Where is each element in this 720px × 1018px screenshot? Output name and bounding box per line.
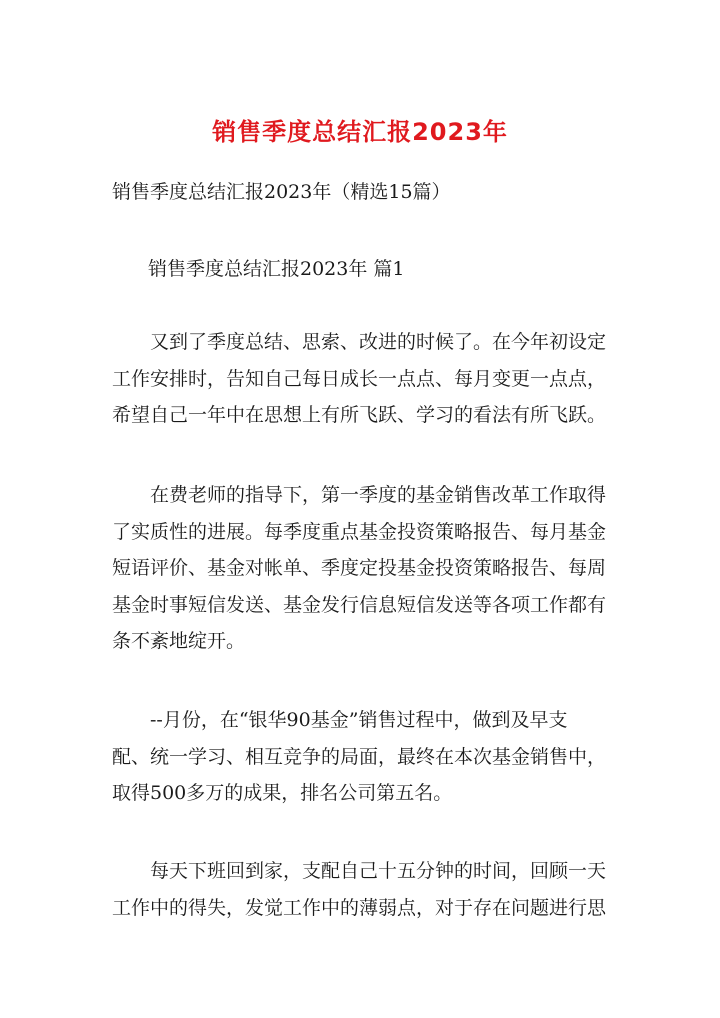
paragraph-line: 又到了季度总结、思索、改进的时候了。在今年初设定 bbox=[150, 331, 607, 353]
paragraph-3 bbox=[112, 702, 612, 812]
paragraph-line: 基金时事短信发送、基金发行信息短信发送等各项工作都有 bbox=[112, 593, 607, 616]
paragraph-line: 在费老师的指导下，第一季度的基金销售改革工作取得 bbox=[150, 484, 607, 506]
document-subtitle: 销售季度总结汇报2023年（精选15篇） bbox=[112, 181, 451, 203]
paragraph-line: 条不紊地绽开。 bbox=[112, 630, 246, 652]
paragraph-line: 希望自己一年中在思想上有所飞跃、学习的看法有所飞跃。 bbox=[112, 404, 607, 426]
paragraph-line: 配、统一学习、相互竞争的局面，最终在本次基金销售中， bbox=[112, 745, 607, 768]
document-title: 销售季度总结汇报2023年 bbox=[212, 118, 508, 146]
paragraph-line: 了实质性的进展。每季度重点基金投资策略报告、每月基金 bbox=[112, 520, 607, 543]
paragraph-line: 工作安排时，告知自己每日成长一点点、每月变更一点点， bbox=[112, 367, 607, 390]
paragraph-line: 每天下班回到家，支配自己十五分钟的时间，回顾一天 bbox=[150, 860, 607, 882]
paragraph-line: 短语评价、基金对帐单、季度定投基金投资策略报告、每周 bbox=[112, 557, 607, 579]
paragraph-line: 取得500多万的成果，排名公司第五名。 bbox=[112, 782, 453, 804]
paragraph-line: 工作中的得失，发觉工作中的薄弱点，对于存在问题进行思 bbox=[112, 896, 607, 919]
paragraph-line: --月份，在“银华90基金”销售过程中，做到及早支 bbox=[150, 709, 568, 731]
paragraph-4 bbox=[112, 853, 612, 926]
section-heading: 销售季度总结汇报2023年 篇1 bbox=[148, 258, 405, 280]
paragraph-1 bbox=[112, 324, 612, 434]
paragraph-2 bbox=[112, 477, 612, 660]
